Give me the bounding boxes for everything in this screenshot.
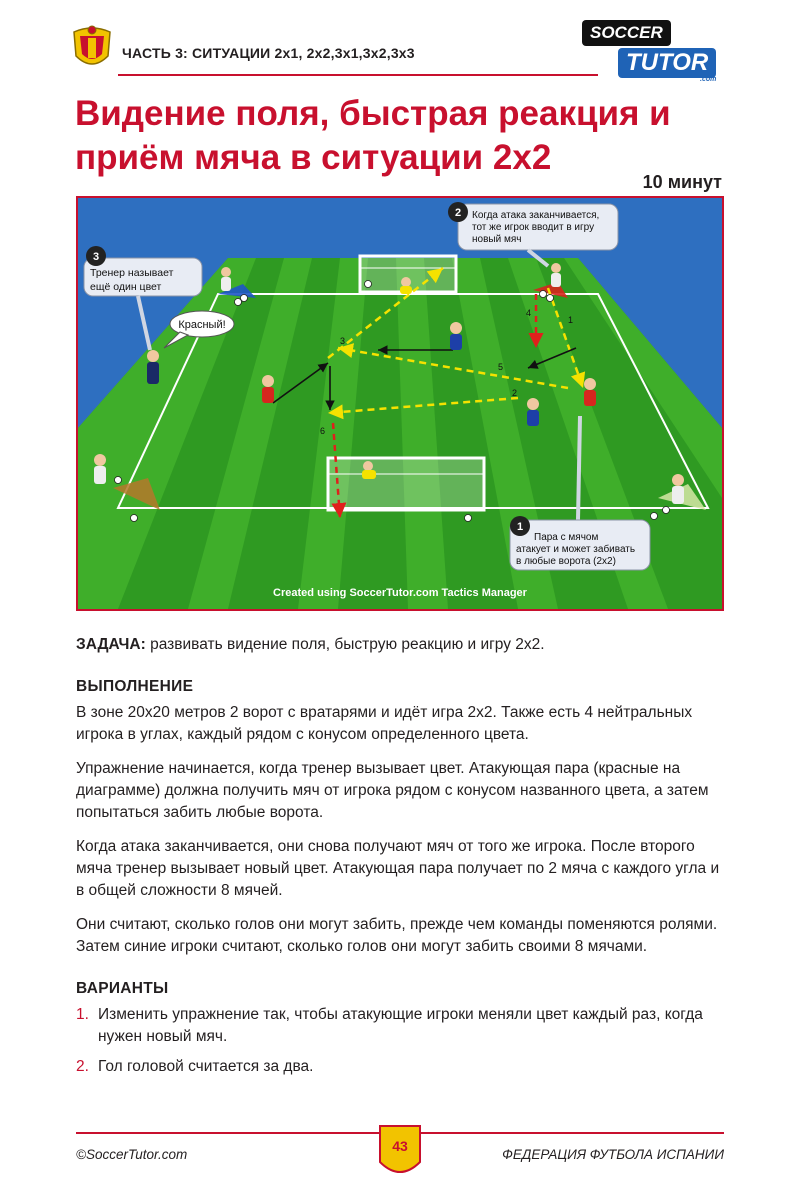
- red-player: [262, 375, 274, 403]
- drill-diagram: [76, 196, 724, 611]
- execution-paragraph-1: В зоне 20х20 метров 2 ворот с вратарями и идёт игра 2х2. Также есть 4 нейтральных игрока в углах, каждый рядом с конусом определенного цвета.: [76, 704, 693, 743]
- callout-3-line-1: Тренер называет: [90, 267, 174, 279]
- callout-1-number: 1: [516, 521, 524, 533]
- variant-number: 2.: [76, 1058, 89, 1075]
- goal-bottom: [328, 458, 484, 510]
- callout-1-line-1: Пара с мячом: [534, 532, 599, 543]
- footer-copyright: ©SoccerTutor.com: [76, 1147, 188, 1162]
- neutral-player: [672, 474, 684, 504]
- task-text: развивать видение поля, быструю реакцию и игру 2х2.: [145, 636, 545, 653]
- speech-text: Красный!: [178, 319, 226, 331]
- red-player: [584, 378, 596, 406]
- federation-crest-logo: [70, 22, 114, 72]
- diagram-watermark: Created using SoccerTutor.com Tactics Manager: [273, 587, 527, 599]
- chapter-heading: ЧАСТЬ 3: СИТУАЦИИ 2х1, 2х2,3х1,3х2,3х3: [122, 45, 415, 61]
- callout-3-line-2: ещё один цвет: [90, 281, 162, 293]
- step-label-3: 3: [340, 336, 346, 346]
- step-label-2: 2: [512, 388, 518, 398]
- callout-1-line-2: атакует и может забивать: [516, 544, 636, 555]
- variant-text: Гол головой считается за два.: [98, 1058, 314, 1075]
- variant-item: [76, 1056, 726, 1078]
- variants-heading: ВАРИАНТЫ: [76, 980, 169, 997]
- soccertutor-logo: [582, 18, 732, 82]
- step-label-6: 6: [320, 426, 326, 436]
- drill-description: [76, 634, 726, 1086]
- page-number: 43: [392, 1138, 408, 1154]
- execution-paragraph-4: Они считают, сколько голов они могут забить, прежде чем команды поменяются ролями. Затем синие игроки считают, сколько голов они могут забить своими 8 мячами.: [76, 916, 718, 955]
- execution-paragraph-3: Когда атака заканчивается, они снова получают мяч от того же игрока. После второго мяча тренер вызывает новый цвет. Атакующая пара получает по 2 мяча с каждого угла и в общей сложности 8 мячей.: [76, 838, 720, 899]
- task-paragraph: [76, 634, 726, 656]
- blue-player: [450, 322, 462, 350]
- callout-2-line-2: тот же игрок вводит в игру: [472, 222, 595, 233]
- callout-2-number: 2: [454, 207, 462, 219]
- step-label-5: 5: [498, 362, 504, 372]
- title-line-1: Видение поля, быстрая реакция и: [75, 94, 671, 133]
- duration-label: 10 минут: [642, 172, 722, 192]
- pitch-illustration: [78, 198, 722, 609]
- execution-heading: ВЫПОЛНЕНИЕ: [76, 678, 194, 695]
- callout-2-line-1: Когда атака заканчивается,: [472, 210, 600, 221]
- logo-text-com: .com: [700, 76, 717, 83]
- logo-text-soccer: SOCCER: [582, 20, 671, 46]
- variant-item: [76, 1004, 726, 1048]
- title-line-2: приём мяча в ситуации 2х2: [75, 138, 552, 177]
- variants-list: [76, 1004, 726, 1078]
- execution-paragraph-2: Упражнение начинается, когда тренер вызывает цвет. Атакующая пара (красные на диаграмме) должна получить мяч от игрока рядом с конусом названного цвета, а затем попытаться забить любые ворота.: [76, 760, 709, 821]
- task-label: ЗАДАЧА:: [76, 636, 146, 653]
- callout-1-line-3: в любые ворота (2х2): [516, 556, 616, 567]
- callout-3-number: 3: [92, 251, 100, 263]
- variant-text: Изменить упражнение так, чтобы атакующие игроки меняли цвет каждый раз, когда нужен новый мяч.: [98, 1006, 703, 1045]
- page-title: [75, 92, 735, 180]
- blue-player: [527, 398, 539, 426]
- neutral-player: [551, 263, 561, 287]
- step-label-1: 1: [568, 315, 574, 325]
- variant-number: 1.: [76, 1006, 89, 1023]
- neutral-player: [94, 454, 106, 484]
- coach: [147, 350, 159, 384]
- header-divider: [118, 74, 598, 76]
- footer-federation: ФЕДЕРАЦИЯ ФУТБОЛА ИСПАНИИ: [502, 1147, 724, 1162]
- logo-text-tutor: TUTOR: [618, 48, 716, 78]
- callout-2-line-3: новый мяч: [472, 234, 522, 245]
- step-label-4: 4: [526, 308, 532, 318]
- neutral-player: [221, 267, 231, 291]
